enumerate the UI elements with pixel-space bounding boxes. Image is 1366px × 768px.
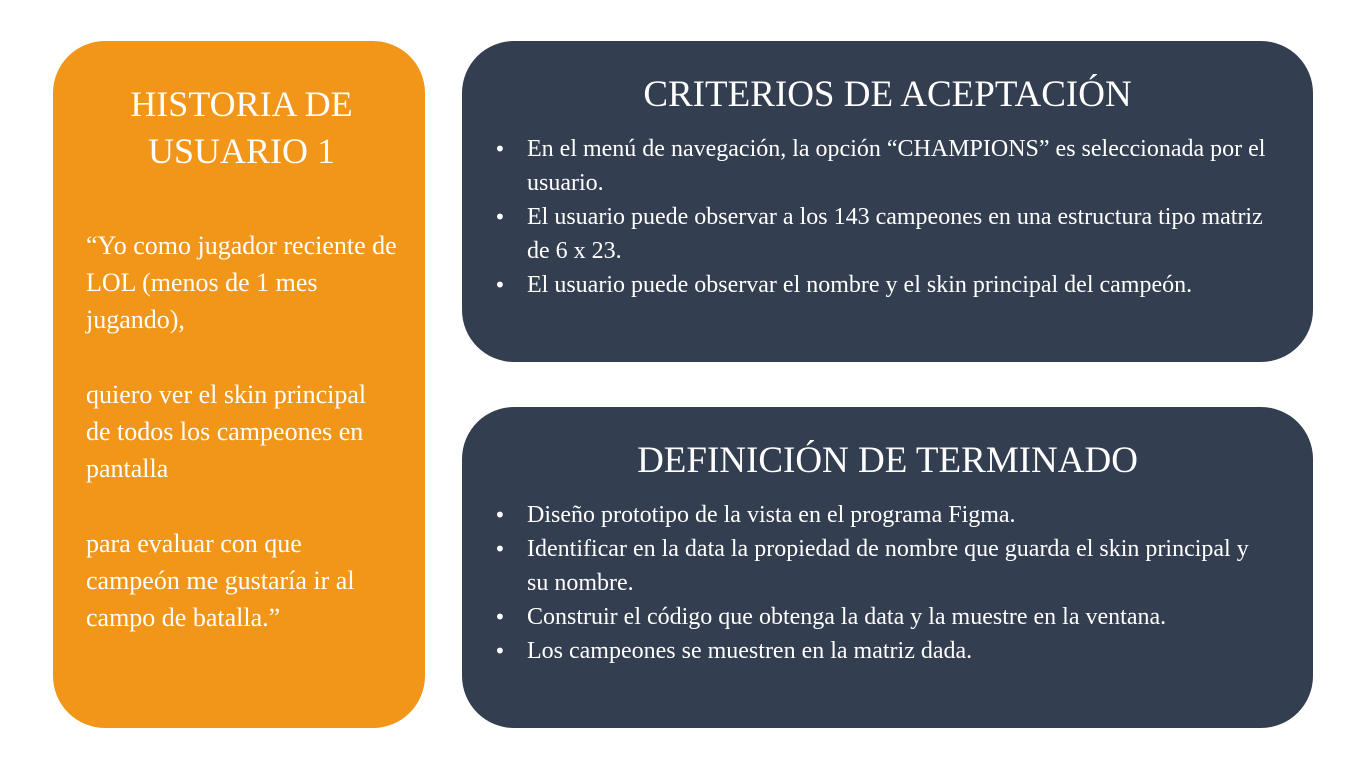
criteria-item: • En el menú de navegación, la opción “CHAMPIONS” es seleccionada por el usuario. <box>492 132 1273 200</box>
acceptance-criteria-panel <box>462 41 1313 362</box>
user-story-title <box>86 81 397 175</box>
criteria-item: • El usuario puede observar a los 143 campeones en una estructura tipo matriz de 6 x 23. <box>492 200 1273 268</box>
user-story-card <box>53 41 425 728</box>
user-story-who: “Yo como jugador reciente de LOL (menos de 1 mes jugando), <box>86 231 397 334</box>
done-item: • Identificar en la data la propiedad de nombre que guarda el skin principal y su nombre. <box>492 532 1273 600</box>
done-item: • Los campeones se muestren en la matriz dada. <box>492 634 1273 668</box>
user-story-body <box>86 227 397 636</box>
user-story-why: para evaluar con que campeón me gustaría ir al campo de batalla.” <box>86 529 355 632</box>
definition-of-done-list <box>492 498 1273 668</box>
done-item: • Construir el código que obtenga la data y la muestre en la ventana. <box>492 600 1273 634</box>
definition-of-done-panel <box>462 407 1313 728</box>
criteria-item: • El usuario puede observar el nombre y el skin principal del campeón. <box>492 268 1273 302</box>
definition-of-done-title: DEFINICIÓN DE TERMINADO <box>637 440 1138 481</box>
done-item: • Diseño prototipo de la vista en el programa Figma. <box>492 498 1273 532</box>
user-story-title-line2: USUARIO 1 <box>147 131 335 171</box>
user-story-what: quiero ver el skin principal de todos los campeones en pantalla <box>86 380 367 483</box>
acceptance-criteria-title: CRITERIOS DE ACEPTACIÓN <box>643 74 1132 115</box>
acceptance-criteria-list <box>492 132 1273 302</box>
user-story-title-line1: HISTORIA DE <box>130 84 353 124</box>
